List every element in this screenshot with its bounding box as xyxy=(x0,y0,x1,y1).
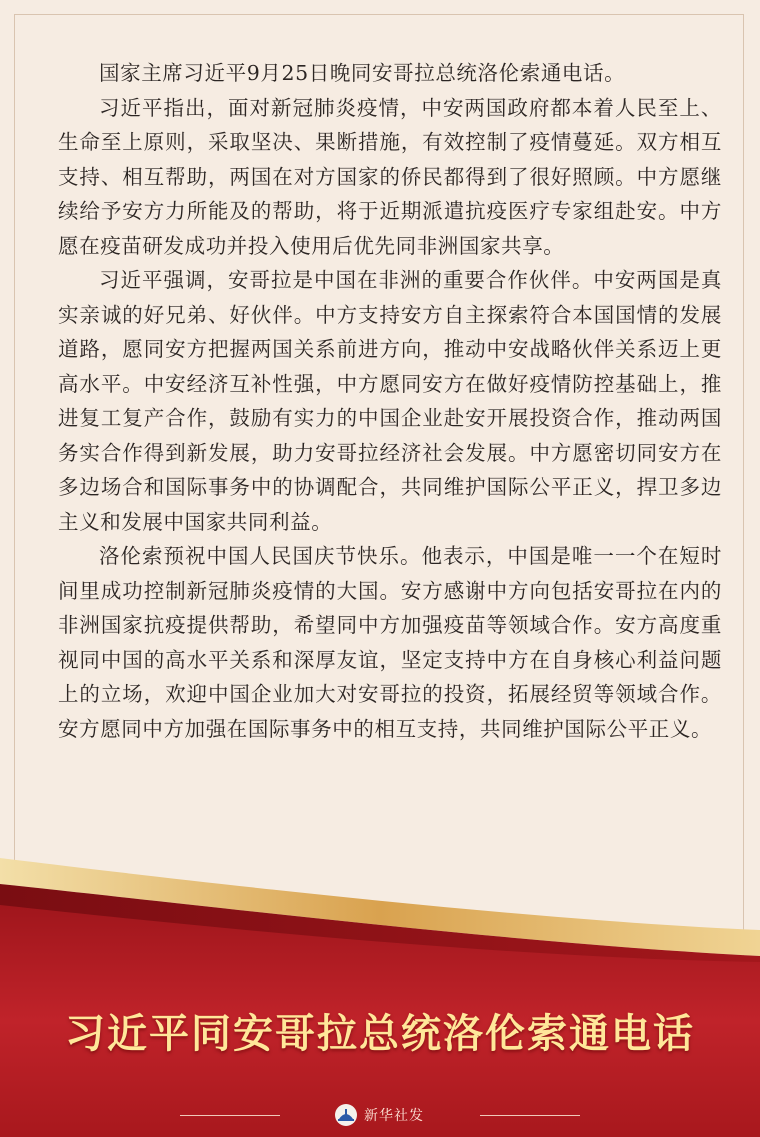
article-paragraph-1: 国家主席习近平9月25日晚同安哥拉总统洛伦索通电话。 xyxy=(99,61,626,85)
source-logo xyxy=(334,1103,424,1127)
source-label: 新华社发 xyxy=(364,1108,424,1124)
banner-title: 习近平同安哥拉总统洛伦索通电话 xyxy=(65,1011,695,1057)
footer-divider-right xyxy=(480,1115,580,1116)
xinhua-logo-icon xyxy=(334,1103,358,1127)
footer-divider-left xyxy=(180,1115,280,1116)
article-paragraph-3: 习近平强调，安哥拉是中国在非洲的重要合作伙伴。中安两国是真实亲诚的好兄弟、好伙伴。中方支持安方自主探索符合本国国情的发展道路，愿同安方把握两国关系前进方向，推动中安战略伙伴关系迈上更高水平。中安经济互补性强，中方愿同安方在做好疫情防控基础上，推进复工复产合作，鼓励有实力的中国企业赴安开展投资合作，推动两国务实合作得到新发展，助力安哥拉经济社会发展。中方愿密切同安方在多边场合和国际事务中的协调配合，共同维护国际公平正义，捍卫多边主义和发展中国家共同利益。 xyxy=(58,268,722,534)
article-paragraph-4: 洛伦索预祝中国人民国庆节快乐。他表示，中国是唯一一个在短时间里成功控制新冠肺炎疫情的大国。安方感谢中方向包括安哥拉在内的非洲国家抗疫提供帮助，希望同中方加强疫苗等领域合作。安方高度重视同中国的高水平关系和深厚友谊，坚定支持中方在自身核心利益问题上的立场，欢迎中国企业加大对安哥拉的投资，拓展经贸等领域合作。安方愿同中方加强在国际事务中的相互支持，共同维护国际公平正义。 xyxy=(58,544,722,741)
article-paragraph-2: 习近平指出，面对新冠肺炎疫情，中安两国政府都本着人民至上、生命至上原则，采取坚决、果断措施，有效控制了疫情蔓延。双方相互支持、相互帮助，两国在对方国家的侨民都得到了很好照顾。中方愿继续给予安方力所能及的帮助，将于近期派遣抗疫医疗专家组赴安。中方愿在疫苗研发成功并投入使用后优先同非洲国家共享。 xyxy=(58,95,722,258)
footer xyxy=(0,1102,760,1130)
